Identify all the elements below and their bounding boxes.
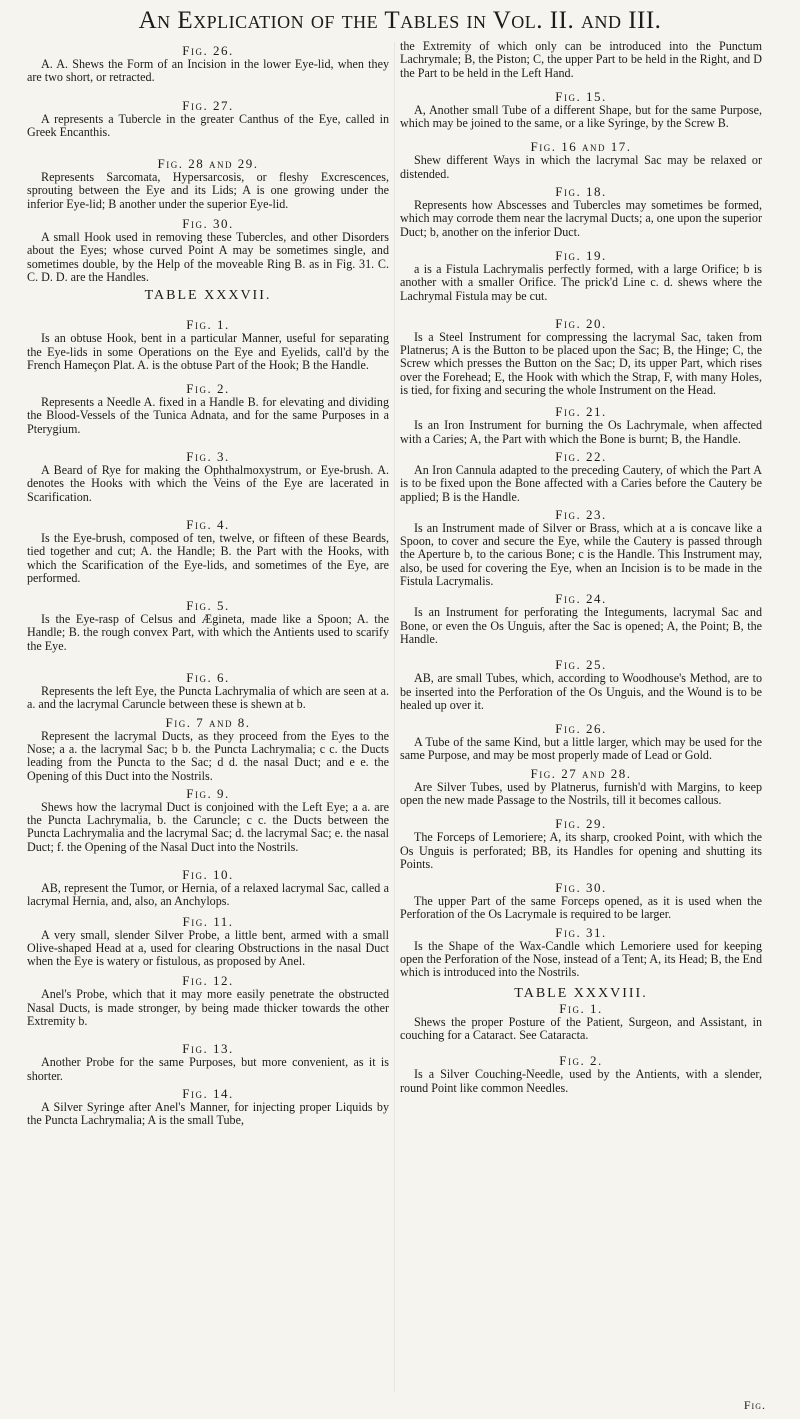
right-column <box>400 40 762 1095</box>
figure-entry <box>27 518 389 585</box>
figure-description: a is a Fistula Lachrymalis perfectly formed, with a large Orifice; b is another with a smaller Orifice. The prick'd Line c. d. shews where the Lachrymal Fistula may be cut. <box>400 261 762 303</box>
figure-entry <box>400 90 762 131</box>
figure-description: A Beard of Rye for making the Ophthalmoxystrum, or Eye-brush. A. denotes the Hooks with which the Veins of the Eye are lacerated in Scarification. <box>27 463 389 504</box>
figure-entry <box>27 974 389 1028</box>
figure-description: Is an Instrument made of Silver or Brass, which at a is concave like a Spoon, to cover and secure the Eye, while the Cautery is passed through the Aperture b, to the carious Bone; c is the Handle. This Instrument may, also, be used for covering the Eye, when an Incision is to be made in the Fistula Lacrymalis. <box>400 520 762 589</box>
figure-description: A small Hook used in removing these Tubercles, and other Disorders about the Eyes; whose curved Point A may be sometimes single, and sometimes double, by the Help of the moveable Ring B. as in Fig. 31. C. C. D. D. are the Handles. <box>27 230 389 284</box>
figure-entry <box>27 599 389 653</box>
figure-label: Fig. 12. <box>182 973 234 989</box>
figure-label: Fig. 28 and 29. <box>157 156 259 172</box>
figure-label: Fig. 11. <box>182 913 234 929</box>
figure-label: Fig. 2. <box>186 381 230 397</box>
figure-entry <box>27 99 389 140</box>
figure-entry <box>400 1002 762 1043</box>
figure-description: the Extremity of which only can be introduced into the Punctum Lachrymale; B, the Piston; C, the upper Part to be held in the Right, and D the Part to be held in the Left Hand. <box>400 39 762 80</box>
figure-entry <box>400 508 762 588</box>
figure-description: Is a Silver Couching-Needle, used by the Antients, with a slender, round Point like common Needles. <box>400 1067 762 1095</box>
figure-entry <box>27 382 389 436</box>
figure-description: Is the Shape of the Wax-Candle which Lemoriere used for keeping open the Perforation of the Nose, instead of a Tent; A, its Head; B, the End which is introduced into the Nostrils. <box>400 938 762 980</box>
figure-description: Represents a Needle A. fixed in a Handle B. for elevating and dividing the Blood-Vessels of the Tunica Adnata, and for the same Purposes in a Pterygium. <box>27 395 389 436</box>
figure-label: Fig. 4. <box>186 516 230 532</box>
figure-description: AB, are small Tubes, which, according to Woodhouse's Method, are to be inserted into the Perforation of the Os Unguis, and the Wound is to be healed up over it. <box>400 671 762 712</box>
figure-label: Fig. 19. <box>555 247 607 263</box>
figure-description: A Silver Syringe after Anel's Manner, for injecting proper Liquids by the Puncta Lachrymalia; A is the small Tube, <box>27 1099 389 1128</box>
figure-label: Fig. 14. <box>182 1085 234 1101</box>
figure-entry <box>400 767 762 808</box>
figure-description: Shews the proper Posture of the Patient, Surgeon, and Assistant, in couching for a Cataract. See Cataracta. <box>400 1014 762 1042</box>
figure-description: Is an Iron Instrument for burning the Os Lachrymale, when affected with a Caries; A, the Part with which the Bone is burnt; B, the Handle. <box>400 418 762 446</box>
figure-label: Fig. 5. <box>186 598 230 614</box>
figure-label: Fig. 22. <box>555 448 607 464</box>
figure-description: Represents how Abscesses and Tubercles may sometimes be formed, which may corrode them near the lacrymal Ducts; a, one upon the superior Duct; b, another on the inferior Duct. <box>400 198 762 239</box>
figure-label: Fig. 30. <box>182 216 234 232</box>
figure-entry <box>27 450 389 504</box>
figure-entry <box>400 40 762 80</box>
figure-entry <box>27 44 389 85</box>
figure-description: Another Probe for the same Purposes, but more convenient, as it is shorter. <box>27 1055 389 1083</box>
figure-entry <box>27 1042 389 1083</box>
figure-label: Fig. 20. <box>555 315 607 331</box>
column-divider <box>394 42 395 1392</box>
figure-entry <box>400 658 762 712</box>
figure-label: Fig. 29. <box>555 816 607 832</box>
left-column <box>27 44 389 1128</box>
figure-description: Are Silver Tubes, used by Platnerus, furnish'd with Margins, to keep open the new made Passage to the Nostrils, till it becomes callous. <box>400 779 762 807</box>
figure-entry <box>400 140 762 181</box>
figure-label: Fig. 30. <box>555 880 607 896</box>
figure-description: An Iron Cannula adapted to the preceding Cautery, of which the Part A is to be fixed upon the Bone affected with a Caries before the Cautery be applied; B is the Handle. <box>400 462 762 504</box>
table-heading-block <box>27 288 389 304</box>
figure-label: Fig. 27 and 28. <box>530 765 632 781</box>
figure-entry <box>400 249 762 303</box>
figure-entry <box>27 1087 389 1128</box>
figure-description: Shews how the lacrymal Duct is conjoined with the Left Eye; a a. are the Puncta Lachrymalia, b. the Caruncle; c c. the Ducts between the Puncta Lachrymalia and the lacrymal Sac; d. the lacrymal Sac; e. the nasal Duct; f. the Opening of the Nasal Duct into the Nostrils. <box>27 799 389 854</box>
figure-label: Fig. 2. <box>559 1053 603 1069</box>
figure-entry <box>27 318 389 372</box>
figure-label: Fig. 18. <box>555 184 607 200</box>
figure-description: A. A. Shews the Form of an Incision in the lower Eye-lid, when they are two short, or retracted. <box>27 57 389 85</box>
table-heading: TABLE XXXVIII. <box>514 985 648 1001</box>
figure-label: Fig. 23. <box>555 506 607 522</box>
figure-label: Fig. 26. <box>182 43 234 58</box>
figure-entry <box>400 926 762 980</box>
figure-description: Is a Steel Instrument for compressing the lacrymal Sac, taken from Platnerus; A is the Button to be placed upon the Sac; B, the Hinge; C, the Screw which presses the Button on the Sac; D, its upper Part, which rises over the Forehead; E, the Hook with which the Strap, F, with many Holes, is tied, for fixing and securing the whole Instrument on the Head. <box>400 329 762 398</box>
figure-description: Is the Eye-rasp of Celsus and Ægineta, made like a Spoon; A. the Handle; B. the rough convex Part, with which the Antients used to scarify the Eye. <box>27 612 389 653</box>
figure-label: Fig. 25. <box>555 657 607 673</box>
figure-description: A, Another small Tube of a different Shape, but for the same Purpose, which may be joined to the same, or a like Syringe, by the Screw B. <box>400 102 762 131</box>
figure-entry <box>400 185 762 239</box>
figure-description: Represent the lacrymal Ducts, as they proceed from the Eyes to the Nose; a a. the lacrymal Sac; b b. the Puncta Lachrymalia; c c. the Ducts leading from the Puncta to the Sac; d d. the nasal Duct; and e e. the Opening of this Duct into the Nostrils. <box>27 728 389 783</box>
figure-label: Fig. 26. <box>555 721 607 737</box>
figure-label: Fig. 13. <box>182 1041 234 1057</box>
figure-entry <box>400 1054 762 1095</box>
figure-entry <box>400 722 762 763</box>
figure-description: AB, represent the Tumor, or Hernia, of a relaxed lacrymal Sac, called a lacrymal Hernia, and, also, an Anchylops. <box>27 880 389 909</box>
figure-description: Is the Eye-brush, composed of ten, twelve, or fifteen of these Beards, tied together and cut; A. the Handle; B. the Part with the Hooks, with which the Scarification of the Eye-lids, and sometimes of the Eye, are performed. <box>27 530 389 585</box>
figure-label: Fig. 15. <box>555 88 607 104</box>
figure-label: Fig. 31. <box>555 924 607 940</box>
figure-description: The upper Part of the same Forceps opened, as it is used when the Perforation of the Os Lacrymale is required to be larger. <box>400 894 762 922</box>
figure-label: Fig. 27. <box>182 97 234 113</box>
figure-entry <box>400 817 762 871</box>
figure-entry <box>400 592 762 646</box>
figure-description: A represents a Tubercle in the greater Canthus of the Eye, called in Greek Encanthis. <box>27 111 389 139</box>
figure-label: Fig. 24. <box>555 591 607 607</box>
figure-entry <box>27 157 389 211</box>
figure-entry <box>400 405 762 446</box>
figure-entry <box>27 716 389 783</box>
table-heading-block <box>400 986 762 1002</box>
figure-label: Fig. 21. <box>555 404 607 420</box>
figure-label: Fig. 16 and 17. <box>530 139 632 155</box>
figure-description: Shew different Ways in which the lacrymal Sac may be relaxed or distended. <box>400 153 762 181</box>
figure-description: A very small, slender Silver Probe, a little bent, armed with a small Olive-shaped Head at a, used for clearing Obstructions in the nasal Duct when the Eye is watery or fistulous, as proposed by Anel. <box>27 927 389 969</box>
figure-label: Fig. 9. <box>186 785 230 801</box>
figure-description: Is an Instrument for perforating the Integuments, lacrymal Sac and Bone, or even the Os Unguis, after the Sac is opened; A, the Point; B, the Handle. <box>400 605 762 646</box>
figure-entry <box>27 217 389 284</box>
figure-description: The Forceps of Lemoriere; A, its sharp, crooked Point, with which the Os Unguis is perforated; BB, its Handles for opening and shutting its Points. <box>400 830 762 871</box>
figure-description: Is an obtuse Hook, bent in a particular Manner, useful for separating the Eye-lids in some Operations on the Eye and Eyelids, call'd by the French Hameçon Plat. A. is the obtuse Part of the Hook; B the Handle. <box>27 331 389 372</box>
figure-description: A Tube of the same Kind, but a little larger, which may be used for the same Purpose, and may be most properly made of Lead or Gold. <box>400 735 762 763</box>
figure-entry <box>400 317 762 397</box>
figure-entry <box>27 671 389 712</box>
page-title: An Explication of the Tables in Vol. II. and III. <box>138 7 662 34</box>
catchword: Fig. <box>743 1398 766 1412</box>
figure-description: Anel's Probe, which that it may more easily penetrate the obstructed Nasal Ducts, is made stronger, by being made thicker towards the other Extremity b. <box>27 987 389 1029</box>
figure-label: Fig. 1. <box>186 317 230 333</box>
figure-entry <box>27 868 389 909</box>
figure-label: Fig. 6. <box>186 670 230 686</box>
figure-label: Fig. 3. <box>186 449 230 465</box>
figure-entry <box>27 915 389 969</box>
figure-label: Fig. 1. <box>559 1000 603 1016</box>
figure-entry <box>400 881 762 922</box>
figure-description: Represents the left Eye, the Puncta Lachrymalia of which are seen at a. a. and the lacrymal Caruncle between these is shewn at b. <box>27 684 389 712</box>
figure-entry <box>400 450 762 504</box>
figure-description: Represents Sarcomata, Hypersarcosis, or fleshy Excrescences, sprouting between the Eye and its Lids; A is one growing under the inferior Eye-lid; B another under the superior Eye-lid. <box>27 170 389 211</box>
figure-label: Fig. 7 and 8. <box>165 714 251 730</box>
table-heading: TABLE XXXVII. <box>144 288 272 304</box>
figure-entry <box>27 787 389 854</box>
figure-label: Fig. 10. <box>182 866 234 882</box>
